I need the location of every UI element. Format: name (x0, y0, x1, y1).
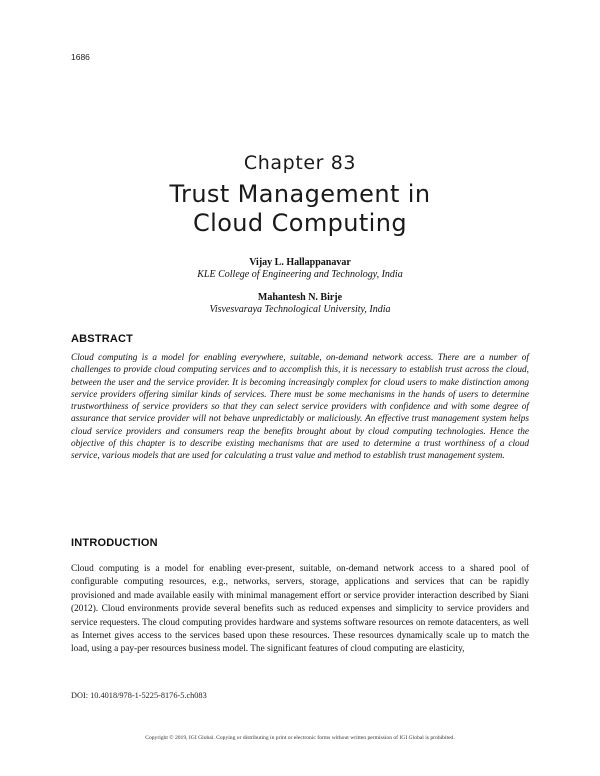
chapter-title (0, 180, 600, 238)
copyright-notice: Copyright © 2019, IGI Global. Copying or distributing in print or electronic forms without written permission of IGI Global is prohibited. (145, 735, 455, 741)
chapter-label: Chapter 83 (243, 152, 357, 174)
author-name-2: Mahantesh N. Birje (257, 292, 343, 303)
author-affiliation-1: KLE College of Engineering and Technology, India (197, 269, 403, 280)
page-number: 1686 (71, 52, 90, 62)
author-affiliation-2: Visvesvaraya Technological University, India (209, 304, 391, 315)
chapter-title-line-1: Trust Management in (169, 180, 431, 208)
abstract-heading: ABSTRACT (71, 333, 134, 345)
introduction-heading: INTRODUCTION (71, 537, 158, 549)
doi: DOI: 10.4018/978-1-5225-8176-5.ch083 (71, 691, 207, 700)
chapter-title-line-2: Cloud Computing (193, 209, 407, 237)
introduction-text: Cloud computing is a model for enabling ever-present, suitable, on-demand network access to a shared pool of configurable computing resources, e.g., networks, servers, storage, applications and services that can be rapidly provisioned and made available easily with minimal management effort or service provider interaction described by Siani (2012). Cloud environments provide several benefits such as reduced expenses and simplicity to service providers and service requesters. The cloud computing provides hardware and systems software resources on remote datacenters, as well as Internet gives access to the services based upon these resources. These resources dynamically scale up to match the load, using a pay-per resources business model. The significant features of cloud computing are elasticity, (71, 564, 529, 655)
abstract-text: Cloud computing is a model for enabling everywhere, suitable, on-demand network access. There are a number of challenges to provide cloud computing services and to accomplish this, it is necessary to establish trust across the cloud, between the user and the service provider. It is becoming increasingly complex for cloud users to make distinction among service providers offering similar kinds of services. There must be some mechanisms in the hands of users to determine trustworthiness of service providers so that they can select service providers with confidence and with some degree of assurance that service provider will not behave unpredictably or maliciously. An effective trust management system helps cloud service providers and consumers reap the benefits brought about by cloud computing technologies. Hence the objective of this chapter is to describe existing mechanisms that are used to determine a trust worthiness of a cloud service, various models that are used for calculating a trust value and method to establish trust management system. (71, 353, 529, 462)
author-name-1: Vijay L. Hallappanavar (249, 257, 351, 268)
